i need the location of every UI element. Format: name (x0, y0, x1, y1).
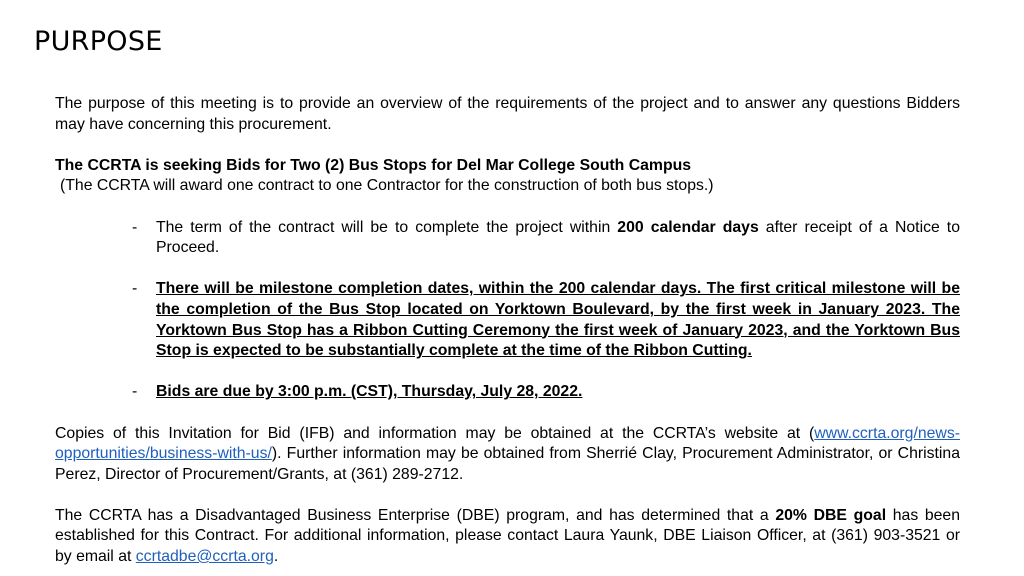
copies-paragraph (55, 424, 960, 486)
dbe-text-middle: has been established for this Contract. For additional information, please contact Laura Yaunk, DBE Liaison Officer, at (361) 903-3521 or by email at (55, 506, 961, 566)
dbe-text-before: The CCRTA has a Disadvantaged Business Enterprise (DBE) program, and has determined that a (55, 506, 776, 524)
intro-paragraph: The purpose of this meeting is to provide an overview of the requirements of the project and to answer any questions Bidders may have concerning this procurement. (55, 95, 960, 133)
list-item-term (55, 218, 960, 259)
due-date-text: Bids are due by 3:00 p.m. (CST), Thursday, July 28, 2022. (156, 383, 583, 401)
spacer (55, 197, 960, 218)
email-link[interactable]: ccrtadbe@ccrta.org (135, 548, 274, 566)
list-item-milestone (55, 279, 960, 361)
spacer (55, 259, 960, 280)
dash-bullet: - (132, 280, 138, 298)
dash-bullet: - (132, 218, 138, 236)
dash-bullet: - (132, 383, 138, 401)
list-item-due-date (55, 382, 960, 403)
document-body (55, 94, 960, 568)
page-title: PURPOSE (34, 26, 163, 57)
dbe-goal: 20% DBE goal (775, 506, 887, 524)
dbe-paragraph (55, 506, 960, 568)
term-text-before: The term of the contract will be to complete the project within (156, 218, 618, 236)
spacer (55, 403, 960, 424)
dbe-text-end: . (273, 548, 279, 566)
requirements-list (55, 218, 960, 403)
spacer (55, 485, 960, 506)
term-days: 200 calendar days (617, 218, 759, 236)
award-note: (The CCRTA will award one contract to one Contractor for the construction of both bus stops.) (60, 177, 714, 195)
spacer (55, 362, 960, 383)
copies-text-before: Copies of this Invitation for Bid (IFB) and information may be obtained at the CCRTA’s website at ( (55, 424, 815, 442)
milestone-text: There will be milestone completion dates, within the 200 calendar days. The first critical milestone will be the completion of the Bus Stop located on Yorktown Boulevard, by the first week in January 2023. The Yorktown Bus Stop has a Ribbon Cutting Ceremony the first week of January 2023, and the Yorktown Bus Stop is expected to be substantially complete at the time of the Ribbon Cutting. (156, 280, 960, 360)
copies-text-after: ). Further information may be obtained from Sherrié Clay, Procurement Administrator, or Christina Perez, Director of Procurement/Grants, at (361) 289-2712. (55, 445, 960, 483)
spacer (55, 135, 960, 156)
seeking-heading: The CCRTA is seeking Bids for Two (2) Bus Stops for Del Mar College South Campus (55, 156, 692, 174)
term-text-after: after receipt of a Notice to Proceed. (156, 218, 960, 257)
website-link[interactable]: www.ccrta.org/news-opportunities/business-with-us/ (55, 424, 960, 463)
